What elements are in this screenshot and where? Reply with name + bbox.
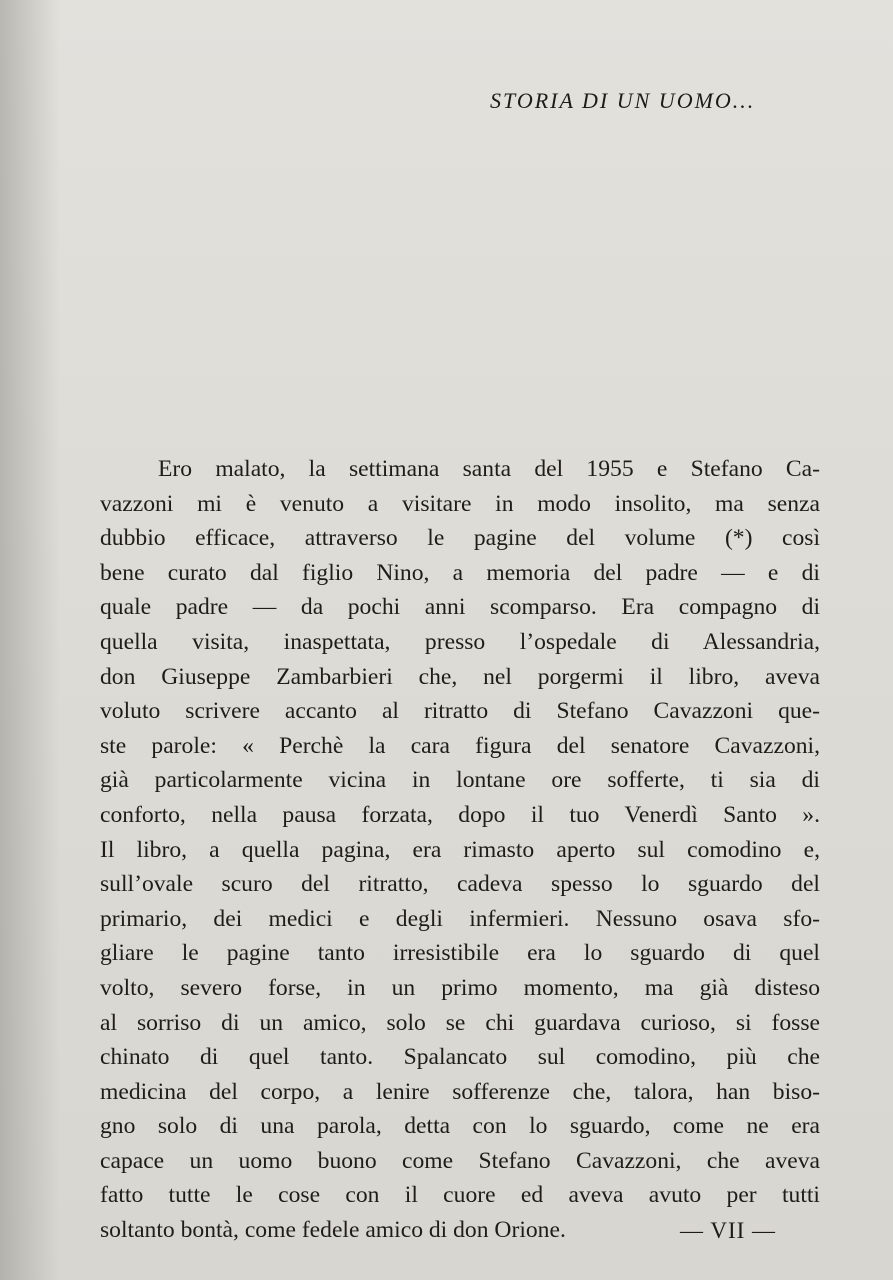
text-line: chinato di quel tanto. Spalancato sul comodino, più che [100,1044,820,1071]
text-line: dubbio efficace, attraverso le pagine del volume (*) così [100,525,820,552]
text-line: ste parole: « Perchè la cara figura del senatore Cavazzoni, [100,732,820,759]
text-line: soltanto bontà, come fedele amico di don Orione. [100,1217,566,1244]
text-line: quella visita, inaspettata, presso l’ospedale di Alessandria, [100,628,820,655]
text-line: voluto scrivere accanto al ritratto di Stefano Cavazzoni que- [100,698,820,725]
text-line: don Giuseppe Zambarbieri che, nel porgermi il libro, aveva [100,663,820,690]
text-line: conforto, nella pausa forzata, dopo il tuo Venerdì Santo ». [100,801,820,828]
page-number: — VII — [680,1218,777,1243]
text-line: vazzoni mi è venuto a visitare in modo insolito, ma senza [100,490,820,517]
running-head: STORIA DI UN UOMO... [490,88,756,113]
text-line: già particolarmente vicina in lontane ore sofferte, ti sia di [100,767,820,794]
text-line: al sorriso di un amico, solo se chi guardava curioso, si fosse [100,1009,820,1036]
text-line: gno solo di una parola, detta con lo sguardo, come ne era [100,1113,820,1140]
text-line: Ero malato, la settimana santa del 1955 e Stefano Ca- [158,456,820,482]
text-line: fatto tutte le cose con il cuore ed aveva avuto per tutti [100,1182,820,1209]
text-line: sull’ovale scuro del ritratto, cadeva spesso lo sguardo del [100,871,820,898]
text-line: Il libro, a quella pagina, era rimasto aperto sul comodino e, [100,836,820,863]
body-paragraph [100,452,820,1248]
text-line: gliare le pagine tanto irresistibile era lo sguardo di quel [100,940,820,967]
text-line: medicina del corpo, a lenire sofferenze che, talora, han biso- [100,1078,820,1105]
page-gutter-shadow [0,0,60,1280]
text-line: quale padre — da pochi anni scomparso. Era compagno di [100,594,820,621]
text-line: volto, severo forse, in un primo momento, ma già disteso [100,974,820,1001]
text-line: primario, dei medici e degli infermieri. Nessuno osava sfo- [100,905,820,932]
text-line: capace un uomo buono come Stefano Cavazzoni, che aveva [100,1147,820,1174]
text-line: bene curato dal figlio Nino, a memoria del padre — e di [100,559,820,586]
